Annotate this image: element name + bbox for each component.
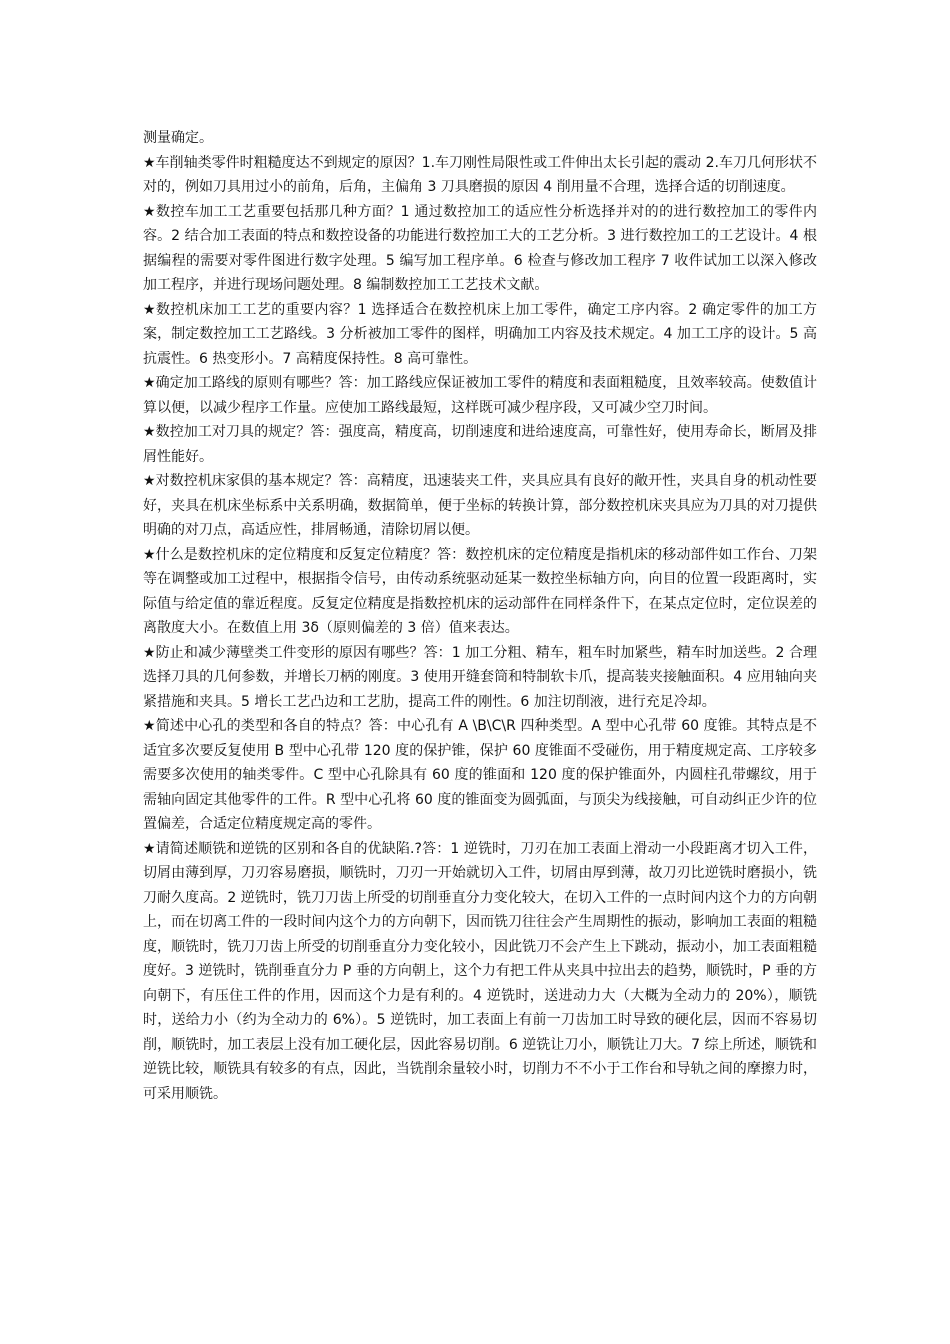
qa-positioning-accuracy: ★什么是数控机床的定位精度和反复定位精度？答：数控机床的定位精度是指机床的移动部件如工作台、刀架等在调整或加工过程中，根据指令信号，由传动系统驱动延某一数控坐标轴方向，向目的位置一段距离时，实际值与给定值的靠近程度。反复定位精度是指数控机床的运动部件在同样条件下，在某点定位时，定位误差的离散度大小。在数值上用 3δ（原则偏差的 3 倍）值来表达。 [143,546,817,636]
qa-cnc-lathe-process: ★数控车加工工艺重要包括那几种方面？1 通过数控加工的适应性分析选择并对的的进行数控加工的零件内容。2 结合加工表面的特点和数控设备的功能进行数控加工大的工艺分析。3 进行数控加工的工艺设计。4 根据编程的需要对零件图进行数字处理。5 编写加工程序单。6 检查与修改加工程序 7 收件试加工以深入修改加工程序，并进行现场问题处理。8 编制数控加工工艺技术文献。 [143,203,817,293]
qa-fixture-requirements: ★对数控机床家俱的基本规定？答：高精度，迅速装夹工件，夹具应具有良好的敞开性，夹具自身的机动性要好，夹具在机床坐标系中关系明确，数据简单，便于坐标的转换计算，部分数控机床夹具应为刀具的对刀提供明确的对刀点，高适应性，排屑畅通，清除切屑以便。 [143,473,817,538]
qa-tool-requirements: ★数控加工对刀具的规定？答：强度高，精度高，切削速度和进给速度高，可靠性好，使用寿命长，断屑及排屑性能好。 [143,424,817,465]
qa-cnc-machining-process: ★数控机床加工工艺的重要内容？1 选择适合在数控机床上加工零件，确定工序内容。2 确定零件的加工方案，制定数控加工工艺路线。3 分析被加工零件的图样，明确加工内容及技术规定。4 加工工序的设计。5 高抗震性。6 热变形小。7 高精度保持性。8 高可靠性。 [143,301,817,367]
qa-toolpath-principles: ★确定加工路线的原则有哪些？答：加工路线应保证被加工零件的精度和表面粗糙度，且效率较高。使数值计算以便，以减少程序工作量。应使加工路线最短，这样既可减少程序段，又可减少空刀时间。 [143,375,817,416]
qa-turning-roughness: ★车削轴类零件时粗糙度达不到规定的原因？1.车刀刚性局限性或工件伸出太长引起的震动 2.车刀几何形状不对的，例如刀具用过小的前角，后角，主偏角 3 刀具磨损的原因 4 削用量不合理，选择合适的切削速度。 [143,154,817,195]
qa-center-hole-types: ★简述中心孔的类型和各自的特点？答：中心孔有 A \B\C\R 四种类型。A 型中心孔带 60 度锥。其特点是不适宜多次要反复使用 B 型中心孔带 120 度的保护锥，保护 60 度锥面不受碰伤，用于精度规定高、工序较多需要多次使用的轴类零件。C 型中心孔除具有 60 度的锥面和 120 度的保护锥面外，内圆柱孔带螺纹，用于需轴向固定其他零件的工件。R 型中心孔将 60 度的锥面变为圆弧面，与顶尖为线接触，可自动纠正少许的位置偏差，合适定位精度规定高的零件。 [143,718,817,832]
document-body [143,126,817,1106]
qa-climb-vs-conventional-milling: ★请简述顺铣和逆铣的区别和各自的优缺陷.?答：1 逆铣时，刀刃在加工表面上滑动一小段距离才切入工件，切屑由薄到厚，刀刃容易磨损，顺铣时，刀刃一开始就切入工件，切屑由厚到薄，故刀刃比逆铣时磨损小，铣刀耐久度高。2 逆铣时，铣刀刀齿上所受的切削垂直分力变化较大，在切入工件的一点时间内这个力的方向朝上，而在切离工件的一段时间内这个力的方向朝下，因而铣刀往往会产生周期性的振动，影响加工表面的粗糙度，顺铣时，铣刀刀齿上所受的切削垂直分力变化较小，因此铣刀不会产生上下跳动，振动小，加工表面粗糙度好。3 逆铣时，铣削垂直分力 P 垂的方向朝上，这个力有把工件从夹具中拉出去的趋势，顺铣时，P 垂的方向朝下，有压住工件的作用，因而这个力是有利的。4 逆铣时，送进动力大（大概为全动力的 20%），顺铣时，送给力小（约为全动力的 6%）。5 逆铣时，加工表面上有前一刀齿加工时导致的硬化层，因而不容易切削，顺铣时，加工表层上没有加工硬化层，因此容易切削。6 逆铣让刀小，顺铣让刀大。7 综上所述，顺铣和逆铣比较，顺铣具有较多的有点，因此，当铣削余量较小时，切削力不不小于工作台和导轨之间的摩擦力时，可采用顺铣。 [143,840,817,1102]
qa-thin-wall-deformation: ★防止和减少薄壁类工件变形的原因有哪些？答：1 加工分粗、精车，粗车时加紧些，精车时加送些。2 合理选择刀具的几何参数，并增长刀柄的刚度。3 使用开缝套筒和特制软卡爪，提高装夹接触面积。4 应用轴向夹紧措施和夹具。5 增长工艺凸边和工艺肋，提高工件的刚性。6 加注切削液，进行充足冷却。 [143,644,817,710]
paragraph-continuation: 测量确定。 [143,130,213,146]
